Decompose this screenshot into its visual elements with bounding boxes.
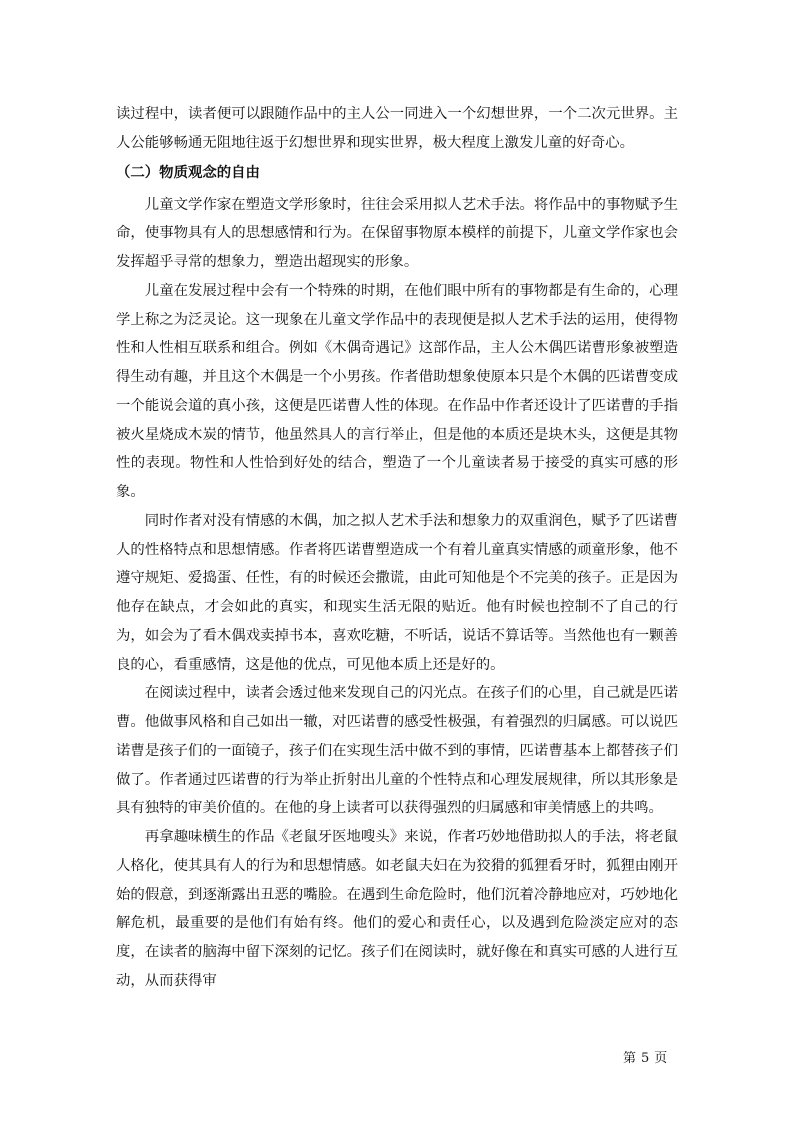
body-paragraph: 儿童在发展过程中会有一个特殊的时期，在他们眼中所有的事物都是有生命的，心理学上称之为泛灵论。这一现象在儿童文学作品中的表现便是拟人艺术手法的运用，使得物性和人性相互联系和组合。例如《木偶奇遇记》这部作品，主人公木偶匹诺曹形象被塑造得生动有趣，并且这个木偶是一个小男孩。作者借助想象使原本只是个木偶的匹诺曹变成一个能说会道的真小孩，这便是匹诺曹人性的体现。在作品中作者还设计了匹诺曹的手指被火星烧成木炭的情节，他虽然具人的言行举止，但是他的本质还是块木头，这便是其物性的表现。物性和人性恰到好处的结合，塑造了一个儿童读者易于接受的真实可感的形象。 (116, 282, 678, 500)
body-paragraph: 在阅读过程中，读者会透过他来发现自己的闪光点。在孩子们的心里，自己就是匹诺曹。他做事风格和自己如出一辙，对匹诺曹的感受性极强，有着强烈的归属感。可以说匹诺曹是孩子们的一面镜子，孩子们在实现生活中做不到的事情，匹诺曹基本上都替孩子们做了。作者通过匹诺曹的行为举止折射出儿童的个性特点和心理发展规律，所以其形象是具有独特的审美价值的。在他的身上读者可以获得强烈的归属感和审美情感上的共鸣。 (116, 685, 678, 817)
page-prefix: 第 (623, 1051, 637, 1066)
page-suffix: 页 (654, 1051, 668, 1066)
page-footer (623, 1051, 667, 1067)
page-number: 5 (641, 1051, 650, 1066)
opening-paragraph: 读过程中，读者便可以跟随作品中的主人公一同进入一个幻想世界，一个二次元世界。主人公能够畅通无阻地往返于幻想世界和现实世界，极大程度上激发儿童的好奇心。 (116, 106, 678, 151)
body-paragraph: 同时作者对没有情感的木偶，加之拟人艺术手法和想象力的双重润色，赋予了匹诺曹人的性格特点和思想情感。作者将匹诺曹塑造成一个有着儿童真实情感的顽童形象，他不遵守规矩、爱捣蛋、任性，有的时候还会撒谎，由此可知他是个不完美的孩子。正是因为他存在缺点，才会如此的真实，和现实生活无限的贴近。他有时候也控制不了自己的行为，如会为了看木偶戏卖掉书本，喜欢吃糖，不听话，说话不算话等。当然他也有一颗善良的心，看重感情，这是他的优点，可见他本质上还是好的。 (116, 512, 678, 673)
document-body (116, 100, 678, 996)
section-heading: （二）物质观念的自由 (116, 164, 260, 181)
body-paragraph: 儿童文学作家在塑造文学形象时，往往会采用拟人艺术手法。将作品中的事物赋予生命，使事物具有人的思想感情和行为。在保留事物原本模样的前提下，儿童文学作家也会发挥超乎寻常的想象力，塑造出超现实的形象。 (116, 196, 678, 270)
body-paragraph: 再拿趣味横生的作品《老鼠牙医地嗖头》来说，作者巧妙地借助拟人的手法，将老鼠人格化，使其具有人的行为和思想情感。如老鼠夫妇在为狡猾的狐狸看牙时，狐狸由刚开始的假意，到逐渐露出丑恶的嘴脸。在遇到生命危险时，他们沉着冷静地应对，巧妙地化解危机，最重要的是他们有始有终。他们的爱心和责任心，以及遇到危险淡定应对的态度，在读者的脑海中留下深刻的记忆。孩子们在阅读时，就好像在和真实可感的人进行互动，从而获得审 (116, 829, 678, 989)
